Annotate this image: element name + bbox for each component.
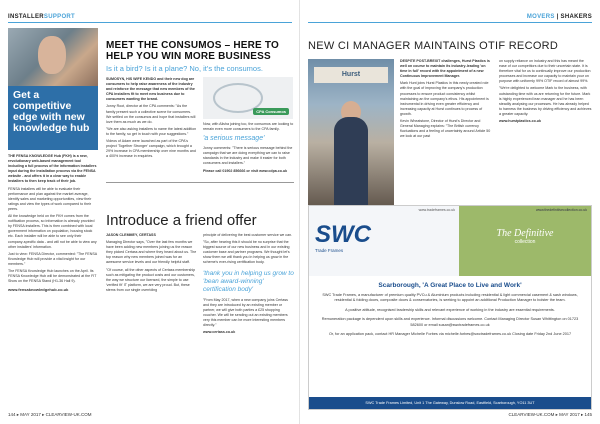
page-footer-left: 144 ▸ MAY 2017 ▸ CLEARVIEW-UK.COM bbox=[8, 412, 92, 417]
consumos-graphic bbox=[203, 77, 293, 119]
consumos-lead: SUMOSYN, HIS WIFE KENDO and their new dog are consumers to help raise awareness of the industry and reinforce the message that new members of the CPA installers fit to meet new business due to consumers wanting the brand. bbox=[106, 77, 195, 102]
definitive-url[interactable]: www.thedefinitivecollection.co.uk bbox=[536, 208, 587, 212]
consumos-para: Now, with Alisha joining too, the consumos are looking to remain even more consumers to the CPA family. bbox=[203, 122, 294, 132]
ci-manager-article bbox=[308, 40, 592, 211]
friend-offer-pullquote: 'thank you in helping us grow to 'bean award-winning' certification body' bbox=[203, 269, 294, 293]
ci-manager-col-1 bbox=[400, 59, 493, 211]
consumos-para: Jonny comments: "There is serious message behind the campaign that we are doing everything we can to raise standards in the industry and make it easier for both consumers and installers." bbox=[203, 146, 293, 166]
ci-manager-lead: DESPITE POST-BREXIT challenges, Hurst Plastics is well on course to maintain its industry-leading 'on time in full' record with the appointment of a new Continuous Improvement Manager. bbox=[400, 59, 490, 79]
definitive-logo: The Definitive bbox=[496, 228, 554, 239]
consumos-col-1 bbox=[106, 77, 197, 176]
sidebar-article bbox=[8, 28, 98, 408]
right-page bbox=[300, 0, 600, 424]
sidebar-url: www.fensaknowledgehub.co.uk bbox=[8, 287, 69, 293]
swc-logo: SWC bbox=[315, 221, 371, 248]
friend-offer-para: Managing Director says, "Over the last few months we have been adding new members joining us the reason they picked Certass and where they heard about us. The top reason why new members joined was for an awesome service levels and our friendly helpful staff. bbox=[106, 240, 197, 265]
friend-offer-para: "From May 2017, when a new company joins Certass and they are introduced by an existing member or partner, we will give both parties a £25 shopping voucher. We will be sending out an existing members very this member can be more interesting members directly." bbox=[203, 297, 288, 328]
ad-body bbox=[309, 276, 591, 343]
ad-para: SWC Trade Frames, a manufacturer of premium quality PVCu & Aluminium products including residential & light commercial casement & sash windows, residential & folding doors, composite doors & conservatories, is seeking to appoint an additional Production Manager to bolster the team. bbox=[322, 293, 578, 303]
friend-offer-lead: JASON CLEMMEY, CERTASS bbox=[106, 233, 156, 237]
ci-manager-col-2 bbox=[499, 59, 592, 211]
ci-manager-para: "We're delighted to welcome Mark to the business, with outstanding time with us are returning for the future. Mark is highly experienced lean manager and he has been steadily analysing our processes. He has already helped to harness the business by driving efficiency and achieves a greater capacity. bbox=[499, 86, 592, 116]
header-left-part2: SUPPORT bbox=[43, 14, 76, 20]
ci-manager-url: www.hurstplastics.co.uk bbox=[499, 119, 542, 124]
friend-offer-title: Introduce a friend offer bbox=[106, 212, 257, 229]
consumos-subtitle: Is it a bird? Is it a plane? No, it's the consumos. bbox=[106, 64, 263, 73]
ad-para: Or, for an application pack, contact HR Manager Michelle Forbes via michelle.forbes@swctradeframes.co.uk Closing date Friday 2nd June 2017 bbox=[328, 332, 572, 337]
consumos-pullquote: 'a serious message' bbox=[203, 135, 265, 143]
ad-headline: Scarborough, 'A Great Place to Live and Work' bbox=[378, 282, 522, 289]
sidebar-para: FENSA installers will be able to evaluate their performance and plan against the market average, identify sales and marketing opportunities, view their ratings and view the types of work compared to their peers. bbox=[8, 186, 92, 211]
friend-offer-para: principle of delivering the best customer service we can. bbox=[203, 233, 293, 237]
sidebar-lead: THE FENSA KNOWLEDGE Hub (FKH) is a new, revolutionary web-based management tool including a full process of the information installers input during the installation process via the FENSA website - and offers it in a clear way to enable installers to then keep track of their job. bbox=[8, 154, 97, 184]
sidebar-para: The FENSA Knowledge Hub launches on the April. Its FENSA Knowledge Hub will be demonstrated at the FIT Show on the FENSA Stand (H1-36 Hall 9). bbox=[8, 268, 97, 284]
header-right-part1: MOVERS bbox=[526, 14, 555, 20]
friend-offer-url: www.certass.co.uk bbox=[203, 330, 236, 335]
ci-manager-para: Mark Hunt joins Hurst Plastics in this newly created role with the goal of improving the company's production processes to ensure product consistency whilst maintaining an the company's ethos. His appointment is instrumental in driving even greater efficiency and increasing capacity at Hurst continues to process of growth. bbox=[400, 81, 489, 116]
ad-para: Remuneration package is dependent upon skills and experience. Informal discussions welcome. Contact Managing Director Susan Whittington on 01723 582600 or email susan@swctradeframes.co.uk bbox=[321, 317, 579, 327]
consumos-para: Videos of Adam were launched as part of the CPA's project 'Together Stronger' campaign, which brought a 29% increase in CPA membership over nine months and a 400% increase in enquiries. bbox=[106, 139, 196, 159]
section-header-left bbox=[8, 14, 292, 23]
consumos-col-2 bbox=[203, 77, 294, 176]
ad-footer: SWC Trade Frames Limited, Unit 1 The Gateway, Dunslow Road, Eastfield, Scarborough, YO11 3UT bbox=[309, 397, 591, 409]
sidebar-photo bbox=[8, 28, 98, 86]
definitive-logo-panel bbox=[459, 206, 591, 276]
swc-url[interactable]: www.tradeframes.co.uk bbox=[418, 208, 455, 212]
friend-offer-para: "So, after hearing this it should be no surprise that the biggest source of our new business and in our existing customer base and partner programs. We thought let's show them we will thank you in helping us grow in the scheme's ever-rising certification body. bbox=[203, 240, 290, 265]
sidebar-para: All the knowledge held on the FKH comes from the notification process, so information is already provided by FENSA installers. This is then combined with local government information on population, housing stock etc. Each installer will be able to see only their company-specific data - and will not be able to view any other installers' information. bbox=[8, 214, 97, 249]
swc-tagline: Trade Frames bbox=[315, 248, 344, 253]
hurst-photo bbox=[308, 59, 394, 211]
consumos-para: "We are also asking installers to name the latest addition to the family, so get in touch with your suggestions." bbox=[106, 126, 197, 136]
header-left-part1: INSTALLER bbox=[8, 14, 44, 20]
section-header-right bbox=[308, 14, 592, 23]
cpa-logo: CPA Consumos bbox=[253, 108, 289, 115]
hurst-sign: Hurst bbox=[314, 67, 388, 83]
ad-para: A positive attitude, recognised leadership skills and relevant experience of working in the industry are essential requirements. bbox=[345, 307, 555, 312]
ci-manager-para: on supply reliance on industry and this has meant the ease of our competitors due to their uncertain state. It is therefore vital for us to continually improve our production processes and increase our capacity to maintain your on purpose with uniformly 99% OTIF record of almost 99%. bbox=[499, 59, 591, 84]
friend-offer-col-1 bbox=[106, 233, 197, 337]
ci-manager-title: NEW CI MANAGER MAINTAINS OTIF RECORD bbox=[308, 40, 559, 52]
friend-offer-col-2 bbox=[203, 233, 294, 337]
article-divider bbox=[106, 182, 294, 183]
sidebar-body bbox=[8, 150, 98, 292]
page-footer-right: CLEARVIEW-UK.COM ▸ MAY 2017 ▸ 145 bbox=[508, 412, 592, 417]
swc-advert bbox=[308, 205, 592, 410]
friend-offer-para: "Of course, all the other aspects of Certass membership such as mitigating the product costs and our customers, the way we structure our licensed, the simple to use 'verified fit' IT platform, we are very proud. But, these stems from our single overriding bbox=[106, 267, 196, 292]
swc-logo-panel bbox=[309, 206, 459, 276]
sidebar-para: Just to view: FENSA Director, commented: "The FENSA Knowledge Hub will provide a vital insight for our members." bbox=[8, 251, 97, 266]
ci-manager-para: Kevin Wheatstone, Director of Hurst's Director and General Managing explains: "The British currency fluctuations and a feeling of uncertainty around Article 50 we look at our past bbox=[400, 119, 491, 139]
sidebar-banner: Get a competitive edge with new knowledge hub bbox=[8, 86, 98, 150]
header-right-part2: | SHAKERS bbox=[554, 14, 592, 20]
definitive-logo-sub: collection bbox=[514, 239, 536, 245]
consumos-title: MEET THE CONSUMOS – HERE TO HELP YOU WIN MORE BUSINESS bbox=[106, 40, 280, 62]
consumos-para: Jonny Root, director at the CPA comments: "As the family present such a collective scene for consumers. We settled on the consumos and hope that installers will love them as much as we do. bbox=[106, 104, 196, 124]
consumos-contact: Please call 01902 856666 or visit www.cdpa.co.uk bbox=[203, 168, 288, 173]
friend-offer-article bbox=[106, 213, 294, 337]
consumos-article bbox=[106, 40, 294, 183]
